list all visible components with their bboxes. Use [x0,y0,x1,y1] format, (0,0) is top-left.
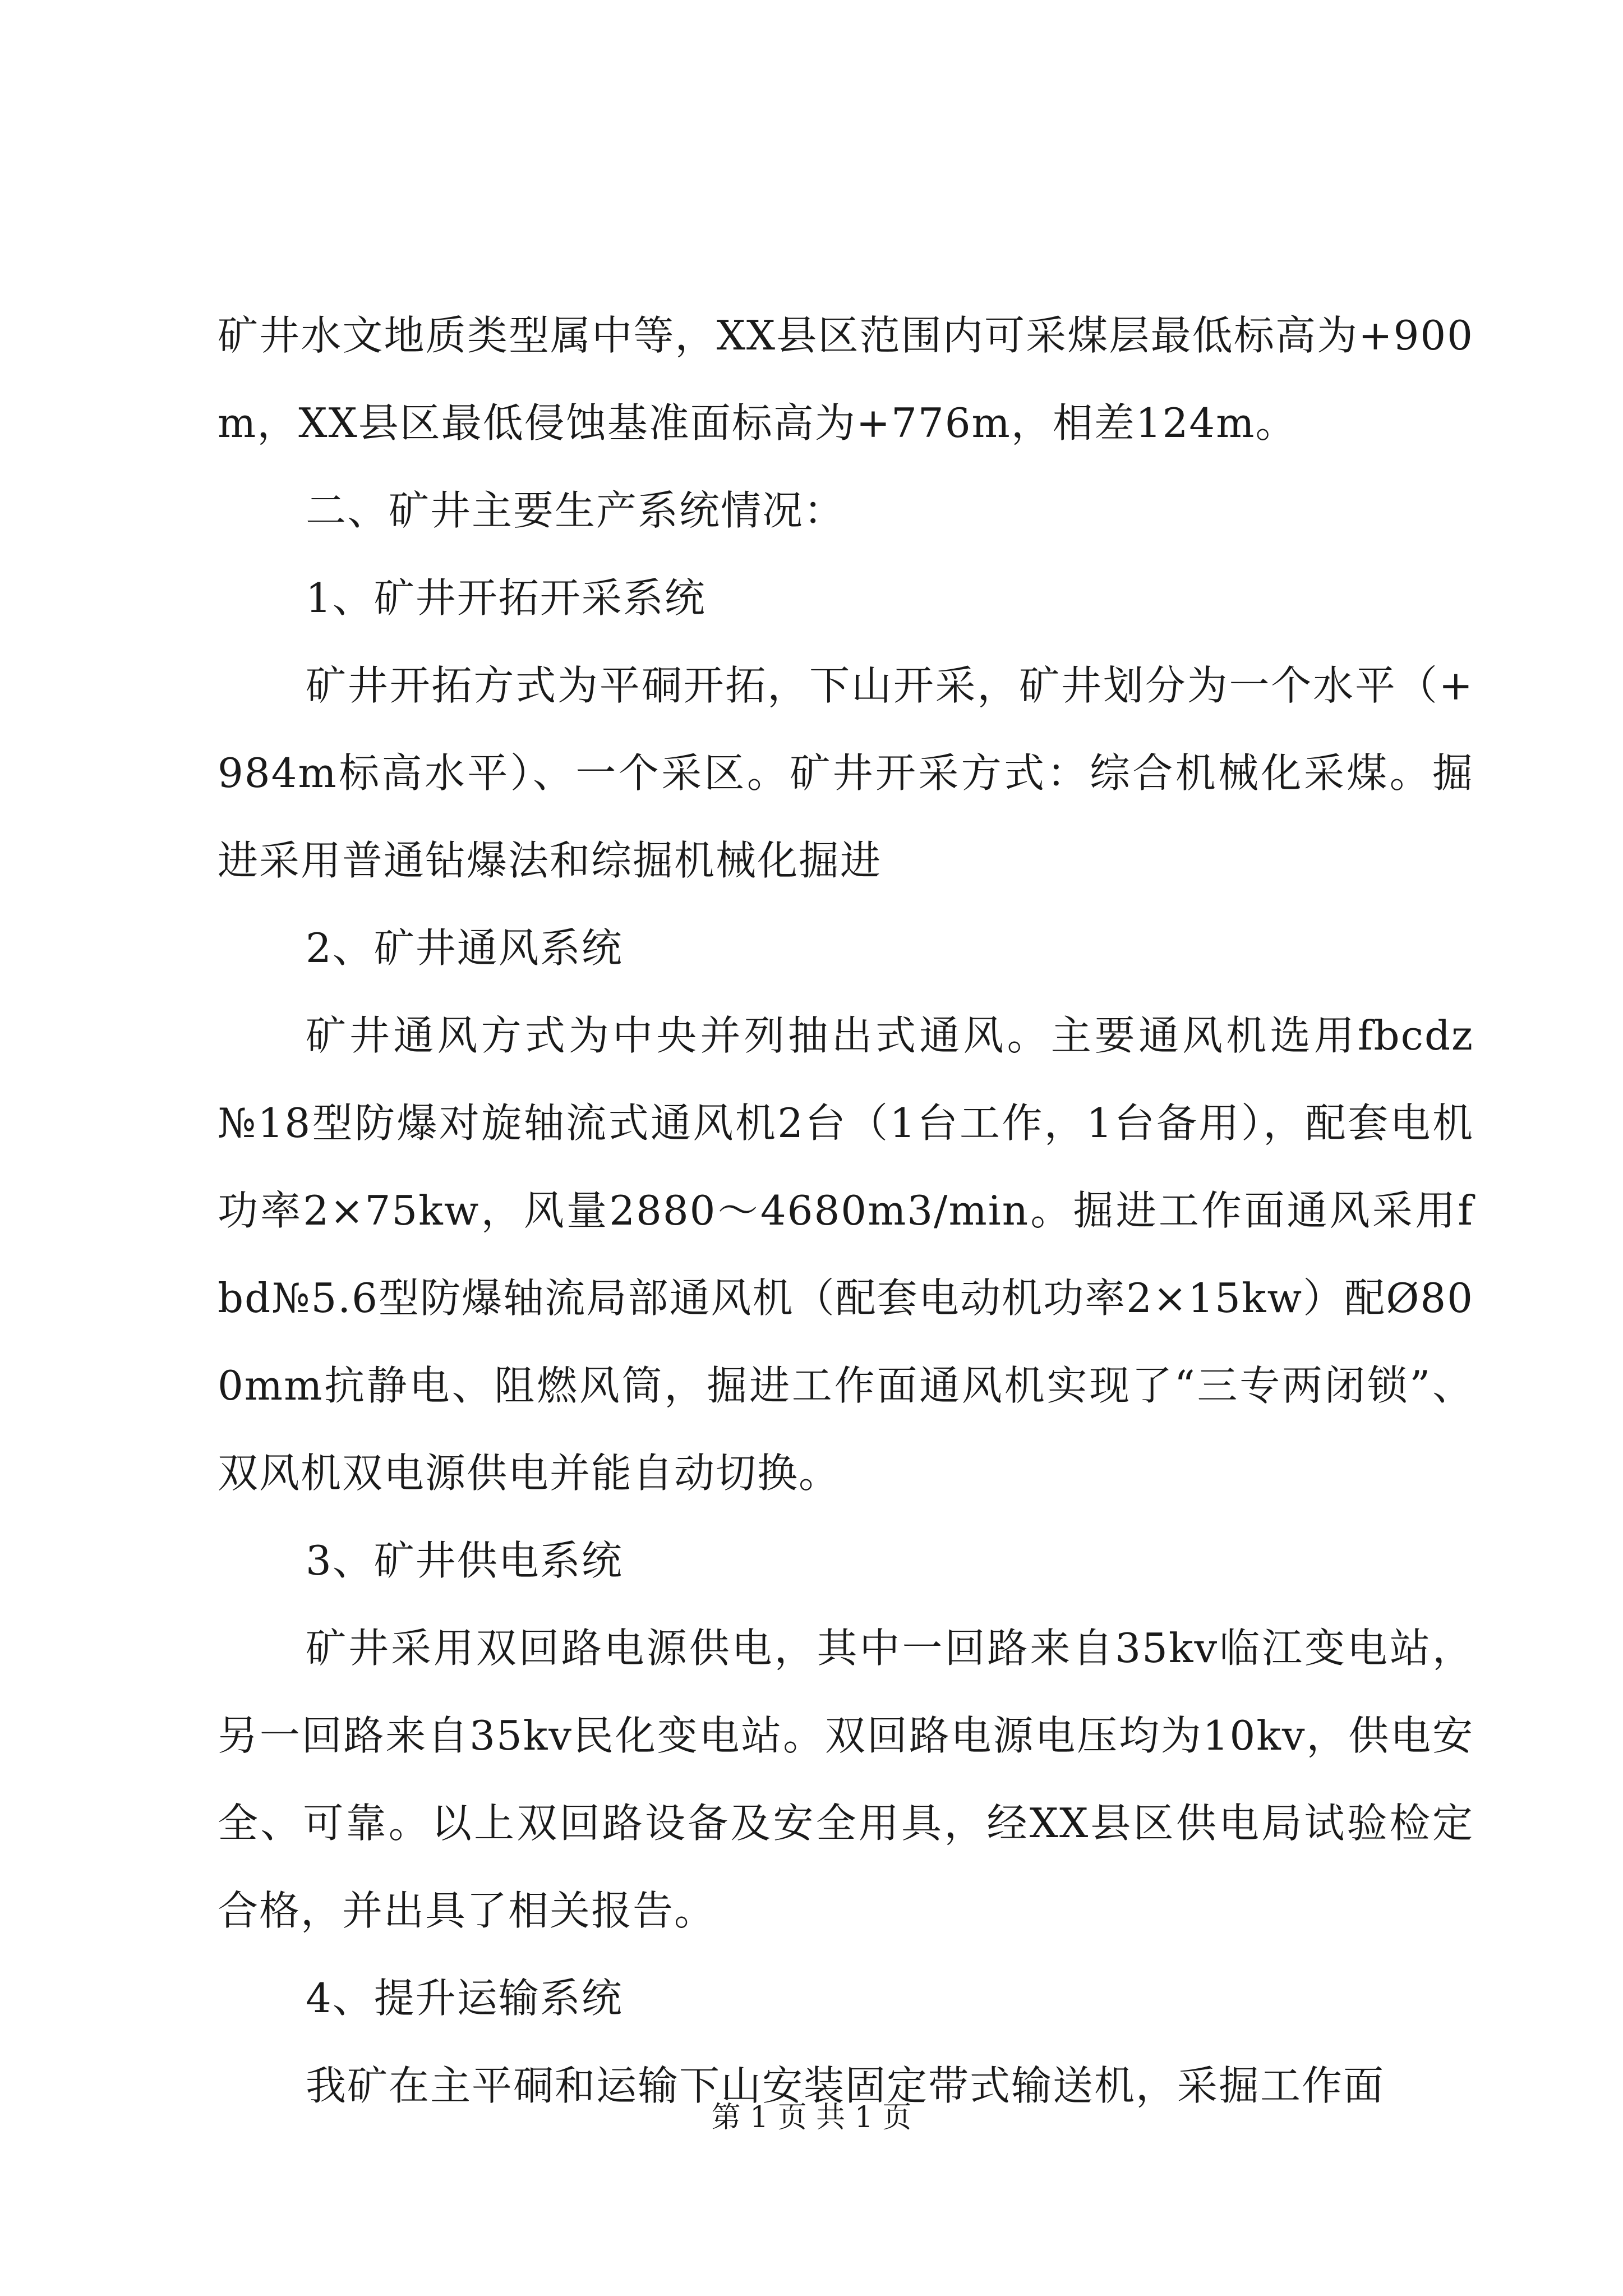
page-number-label: 第 1 页 共 1 页 [711,2101,912,2134]
paragraph-development-method: 矿井开拓方式为平硐开拓，下山开采，矿井划分为一个水平（+984m标高水平）、一个采区。矿井开采方式：综合机械化采煤。掘进采用普通钻爆法和综掘机械化掘进 [218,662,1474,884]
section-heading-production-systems: 二、矿井主要生产系统情况： [306,487,846,534]
page-footer [0,2098,1623,2137]
subheading-power-supply-system: 3、矿井供电系统 [306,1537,623,1584]
subheading-ventilation-system: 2、矿井通风系统 [306,924,623,972]
subheading-development-system: 1、矿井开拓开采系统 [306,574,706,622]
paragraph-hydrogeology: 矿井水文地质类型属中等，XX县区范围内可采煤层最低标高为+900m，XX县区最低侵蚀基准面标高为+776m，相差124m。 [218,312,1474,447]
paragraph-power-supply: 矿井采用双回路电源供电，其中一回路来自35kv临江变电站，另一回路来自35kv民化变电站。双回路电源电压均为10kv，供电安全、可靠。以上双回路设备及安全用具，经XX县区供电局试验检定合格，并出具了相关报告。 [218,1625,1474,1934]
subheading-hoisting-transport-system: 4、提升运输系统 [306,1975,623,2022]
document-body [218,292,1474,2129]
paragraph-transport: 我矿在主平硐和运输下山安装固定带式输送机，采掘工作面 [306,2062,1385,2109]
paragraph-ventilation: 矿井通风方式为中央并列抽出式通风。主要通风机选用fbcdz№18型防爆对旋轴流式通风机2台（1台工作，1台备用），配套电机功率2×75kw，风量2880～4680m3/min。掘进工作面通风采用fbd№5.6型防爆轴流局部通风机（配套电动机功率2×15kw）配Ø800mm抗静电、阻燃风筒，掘进工作面通风机实现了“三专两闭锁”、双风机双电源供电并能自动切换。 [218,1012,1474,1497]
